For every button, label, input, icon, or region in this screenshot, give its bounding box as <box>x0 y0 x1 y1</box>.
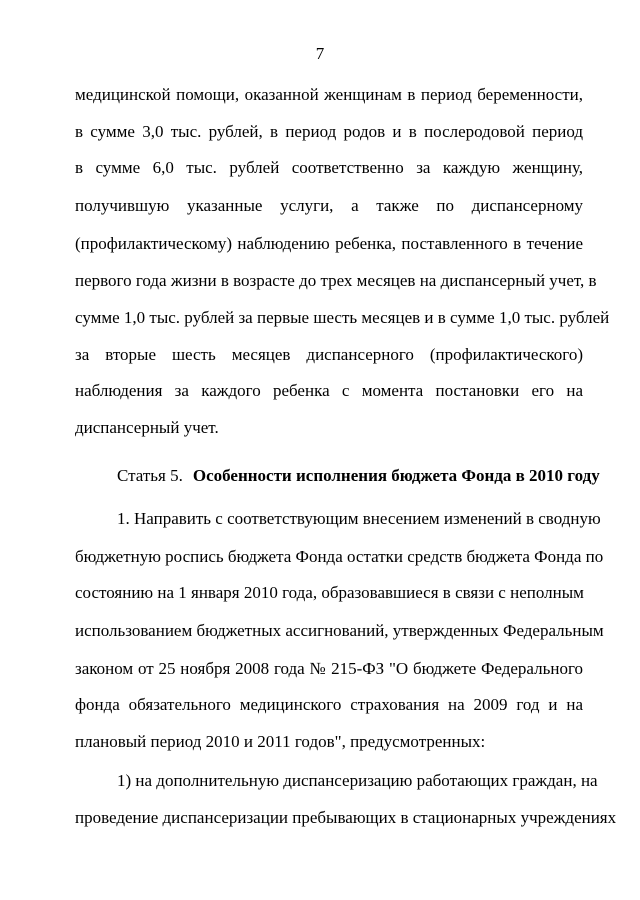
text-line: сумме 1,0 тыс. рублей за первые шесть месяцев и в сумме 1,0 тыс. рублей <box>75 308 610 327</box>
text-line: фонда обязательного медицинского страхования на 2009 год и на <box>75 695 583 714</box>
text-line: проведение диспансеризации пребывающих в стационарных учреждениях <box>75 808 617 827</box>
text-line: получившую указанные услуги, а также по диспансерному <box>75 196 583 215</box>
text-line: законом от 25 ноября 2008 года № 215-ФЗ "О бюджете Федерального <box>75 659 583 678</box>
article-title: Особенности исполнения бюджета Фонда в 2010 году <box>192 466 600 485</box>
text-line: бюджетную роспись бюджета Фонда остатки средств бюджета Фонда по <box>75 547 604 566</box>
text-line: диспансерный учет. <box>75 418 219 437</box>
text-line: использованием бюджетных ассигнований, утвержденных Федеральным <box>75 621 604 640</box>
article-label: Статья 5. <box>117 466 183 485</box>
text-line: (профилактическому) наблюдению ребенка, поставленного в течение <box>75 234 583 253</box>
text-line: медицинской помощи, оказанной женщинам в период беременности, <box>75 85 583 104</box>
text-line: состоянию на 1 января 2010 года, образовавшиеся в связи с неполным <box>75 583 584 602</box>
text-line: в сумме 6,0 тыс. рублей соответственно за каждую женщину, <box>75 158 583 177</box>
article-heading <box>117 465 600 487</box>
page-number: 7 <box>315 44 325 63</box>
text-line: за вторые шесть месяцев диспансерного (профилактического) <box>75 345 583 364</box>
text-line: плановый период 2010 и 2011 годов", предусмотренных: <box>75 732 486 751</box>
text-line: 1) на дополнительную диспансеризацию работающих граждан, на <box>117 771 598 790</box>
text-line: в сумме 3,0 тыс. рублей, в период родов и в послеродовой период <box>75 122 583 141</box>
text-line: первого года жизни в возрасте до трех месяцев на диспансерный учет, в <box>75 271 597 290</box>
text-line: 1. Направить с соответствующим внесением изменений в сводную <box>117 509 601 528</box>
text-line: наблюдения за каждого ребенка с момента постановки его на <box>75 381 583 400</box>
